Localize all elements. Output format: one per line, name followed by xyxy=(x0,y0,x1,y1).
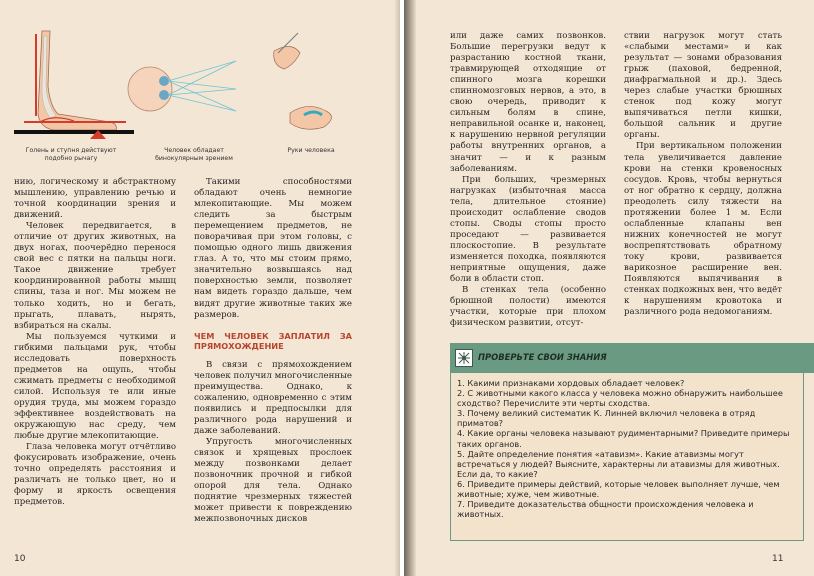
gutter-shadow-right xyxy=(404,0,416,576)
question-item: 3. Почему великий систематик К. Линней включил человека в отряд приматов? xyxy=(457,408,756,429)
paragraph: или даже самих позвонков. Большие перегрузки ведут к разрастанию костной ткани, травмирующей отходящие от спинного мозга корешки спинномозговых нервов, а это, в свою очередь, приводит к сильным болям в спине, неправильной осанке и, наконец, к нарушению нервной регуляции работы внутренних органов, а значит — и к разным заболеваниям. xyxy=(450,31,606,174)
right-col-1 xyxy=(450,31,606,329)
question-item: 6. Приведите примеры действий, которые человек выполняет лучше, чем животные; хуже, чем животные. xyxy=(457,478,780,500)
question-item: 7. Приведите доказательства общности происхождения человека и животных. xyxy=(457,499,754,520)
left-col-2 xyxy=(194,177,352,525)
question-item: 2. С животными какого класса у человека можно обнаружить наибольшее сходство? Перечислите эти черты сходства. xyxy=(457,388,783,409)
section-heading: ЧЕМ ЧЕЛОВЕК ЗАПЛАТИЛ ЗА ПРЯМОХОЖДЕНИЕ xyxy=(194,330,352,352)
question-item: 4. Какие органы человека называют рудиментарными? Приведите примеры таких органов. xyxy=(457,428,790,449)
question-item: 5. Дайте определение понятия «атавизм». Какие атавизмы могут встречаться у людей? Выясните, характерны ли атавизмы для животных. Если да, то какие? xyxy=(457,448,780,479)
paragraph: В связи с прямохождением человек получил многочисленные преимущества. Однако, к сожалению, одновременно с этим появились и предпосылки для различного рода нарушений и даже заболеваний. xyxy=(194,359,352,436)
knowledge-check-list xyxy=(450,373,804,541)
eye-binocular-illustration xyxy=(126,31,246,136)
knowledge-check-title: ПРОВЕРЬТЕ СВОИ ЗНАНИЯ xyxy=(478,352,607,362)
paragraph: ствии нагрузок могут стать «слабыми местами» и как результат — зонами образования грыж (паховой, бедренной, диафрагмальной и др.). Здесь через слабые участки брюшных стенок под кожу могут выпячиваться петли кишки, большой сальник и другие органы. xyxy=(624,31,782,141)
caption-eye: Человек обладает бинокулярным зрением xyxy=(155,147,233,162)
paragraph: Человек передвигается, в отличие от других животных, на двух ногах, поочерёдно перенося свой вес с пятки на пальцы ноги. Такое движение требует координированной работы мышц спины, таза и ног. Мы можем не только ходить, но и бегать, прыгать, плавать, нырять, взбираться на скалы. xyxy=(14,221,176,331)
caption-leg: Голень и ступня действуют подобно рычагу xyxy=(25,147,117,162)
hands-illustration xyxy=(264,31,382,141)
paragraph: Мы пользуемся чуткими и гибкими пальцами рук, чтобы исследовать поверхность предметов на ощупь, чтобы сжимать предметы с необходимой силой. Используя те или иные орудия труда, мы можем гораздо эффективнее воздействовать на окружающую нас среду, чем любые другие млекопитающие. xyxy=(14,331,176,442)
paragraph: Упругость многочисленных связок и хрящевых прослоек между позвонками делает позвоночник прочной и гибкой опорой для тела. Однако поднятие чрезмерных тяжестей может привести к повреждению межпозвоночных дисков xyxy=(194,436,352,525)
paragraph: При больших, чрезмерных нагрузках (избыточная масса тела, длительное стояние) происходит ослабление сводов стопы. Своды стопы просто проседают — развивается плоскостопие. В результате изменяется походка, появляются неприятные ощущения, даже боли в области стоп. xyxy=(450,174,606,285)
paragraph: При вертикальном положении тела увеличивается давление крови на стенки кровеносных сосудов. Кровь, чтобы вернуться от ног обратно к сердцу, должна преодолеть силу тяжести на протяжении более 1 м. Если ослабленные клапаны вен нижних конечностей не могут воспрепятствовать обратному току крови, развивается варикозное расширение вен. Появляются выпячивания в стенках подкожных вен, что ведёт к нарушениям кровотока и различного рода недомоганиям. xyxy=(624,141,782,318)
knowledge-check-box xyxy=(450,343,814,541)
paragraph: В стенках тела (особенно брюшной полости) имеются участки, которые при плохом физическом развитии, отсут- xyxy=(450,285,606,329)
spider-icon xyxy=(455,349,473,367)
page-number-right: 11 xyxy=(772,554,784,564)
page-number-left: 10 xyxy=(14,554,26,564)
caption-hand: Руки человека xyxy=(287,147,335,154)
question-item: 1. Какими признаками хордовых обладает человек? xyxy=(457,378,685,388)
left-col-1 xyxy=(14,177,176,508)
illustrations xyxy=(14,26,384,166)
paragraph: нию, логическому и абстрактному мышлению, управлению речью и точной координации зрения и движений. xyxy=(14,177,176,221)
paragraph: Такими способностями обладают очень немногие млекопитающие. Мы можем следить за быстрым перемещением предметов, не поворачивая при этом головы, с помощью одного лишь движения глаз. А то, что мы стоим прямо, значительно возвышаясь над поверхностью земли, позволяет нам видеть гораздо дальше, чем видят другие животные таких же размеров. xyxy=(194,177,352,320)
knowledge-check-header xyxy=(450,343,814,373)
right-col-2 xyxy=(624,31,782,318)
paragraph: Глаза человека могут отчётливо фокусировать изображение, очень точно определять расстояния и различать не только цвет, но и форму и яркость освещения предметов. xyxy=(14,442,176,508)
leg-lever-illustration xyxy=(14,26,134,146)
